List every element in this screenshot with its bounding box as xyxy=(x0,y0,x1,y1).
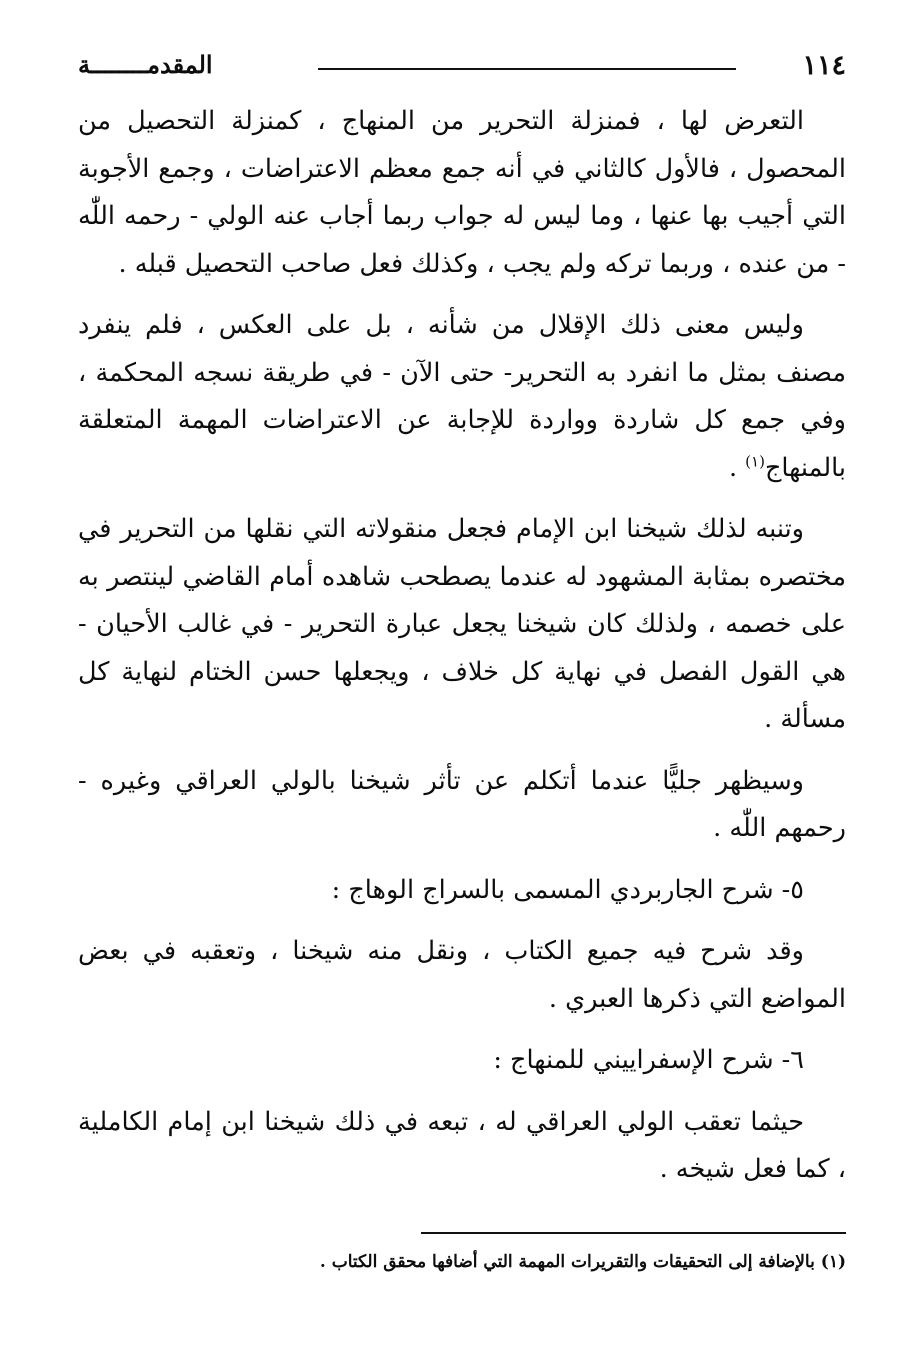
footnote-text: (١) بالإضافة إلى التحقيقات والتقريرات المهمة التي أضافها محقق الكتاب . xyxy=(319,1251,846,1272)
paragraph-3: وتنبه لذلك شيخنا ابن الإمام فجعل منقولاته التي نقلها من التحرير في مختصره بمثابة المشهود له عندما يصطحب شاهده أمام القاضي لينتصر به على خصمه ، ولذلك كان شيخنا يجعل عبارة التحرير - في غالب الأحيان - هي القول الفصل في نهاية كل خلاف ، ويجعلها حسن الختام لنهاية كل مسألة . xyxy=(78,514,846,734)
item-heading-6: ٦- شرح الإسفراييني للمنهاج : xyxy=(493,1045,804,1075)
header-rule xyxy=(318,68,736,70)
section-title: المقدمــــــــة xyxy=(78,50,213,79)
item-heading-5: ٥- شرح الجاربردي المسمى بالسراج الوهاج : xyxy=(331,874,804,905)
page-number: ١١٤ xyxy=(802,50,846,81)
footnote-rule xyxy=(421,1232,846,1234)
paragraph-2-text: وليس معنى ذلك الإقلال من شأنه ، بل على العكس ، فلم ينفرد مصنف بمثل ما انفرد به التحرير- حتى الآن - في طريقة نسجه المحكمة ، وفي جمع كل شاردة وواردة للإجابة عن الاعتراضات المهمة المتعلقة بالمنهاج xyxy=(78,310,846,483)
paragraph-4: وسيظهر جليًّا عندما أتكلم عن تأثر شيخنا بالولي العراقي وغيره - رحمهم اللّٰه . xyxy=(78,765,846,843)
book-page xyxy=(78,40,846,1276)
paragraph-1: التعرض لها ، فمنزلة التحرير من المنهاج ، كمنزلة التحصيل من المحصول ، فالأول كالثاني في أنه جمع معظم الاعتراضات ، وجمع الأجوبة التي أجيب بها عنها ، وما ليس له جواب ربما أجاب عنه الولي - رحمه اللّٰه - من عنده ، وربما تركه ولم يجب ، وكذلك فعل صاحب التحصيل قبله . xyxy=(78,106,846,279)
paragraph-6: حيثما تعقب الولي العراقي له ، تبعه في ذلك شيخنا ابن إمام الكاملية ، كما فعل شيخه . xyxy=(78,1106,846,1184)
body-text xyxy=(78,98,846,1194)
paragraph-5: وقد شرح فيه جميع الكتاب ، ونقل منه شيخنا ، وتعقبه في بعض المواضع التي ذكرها العبري . xyxy=(78,936,846,1014)
paragraph-2 xyxy=(78,302,846,492)
paragraph-2-end: . xyxy=(728,452,746,483)
page-header xyxy=(78,40,846,98)
footnote-marker: (١) xyxy=(745,452,765,470)
